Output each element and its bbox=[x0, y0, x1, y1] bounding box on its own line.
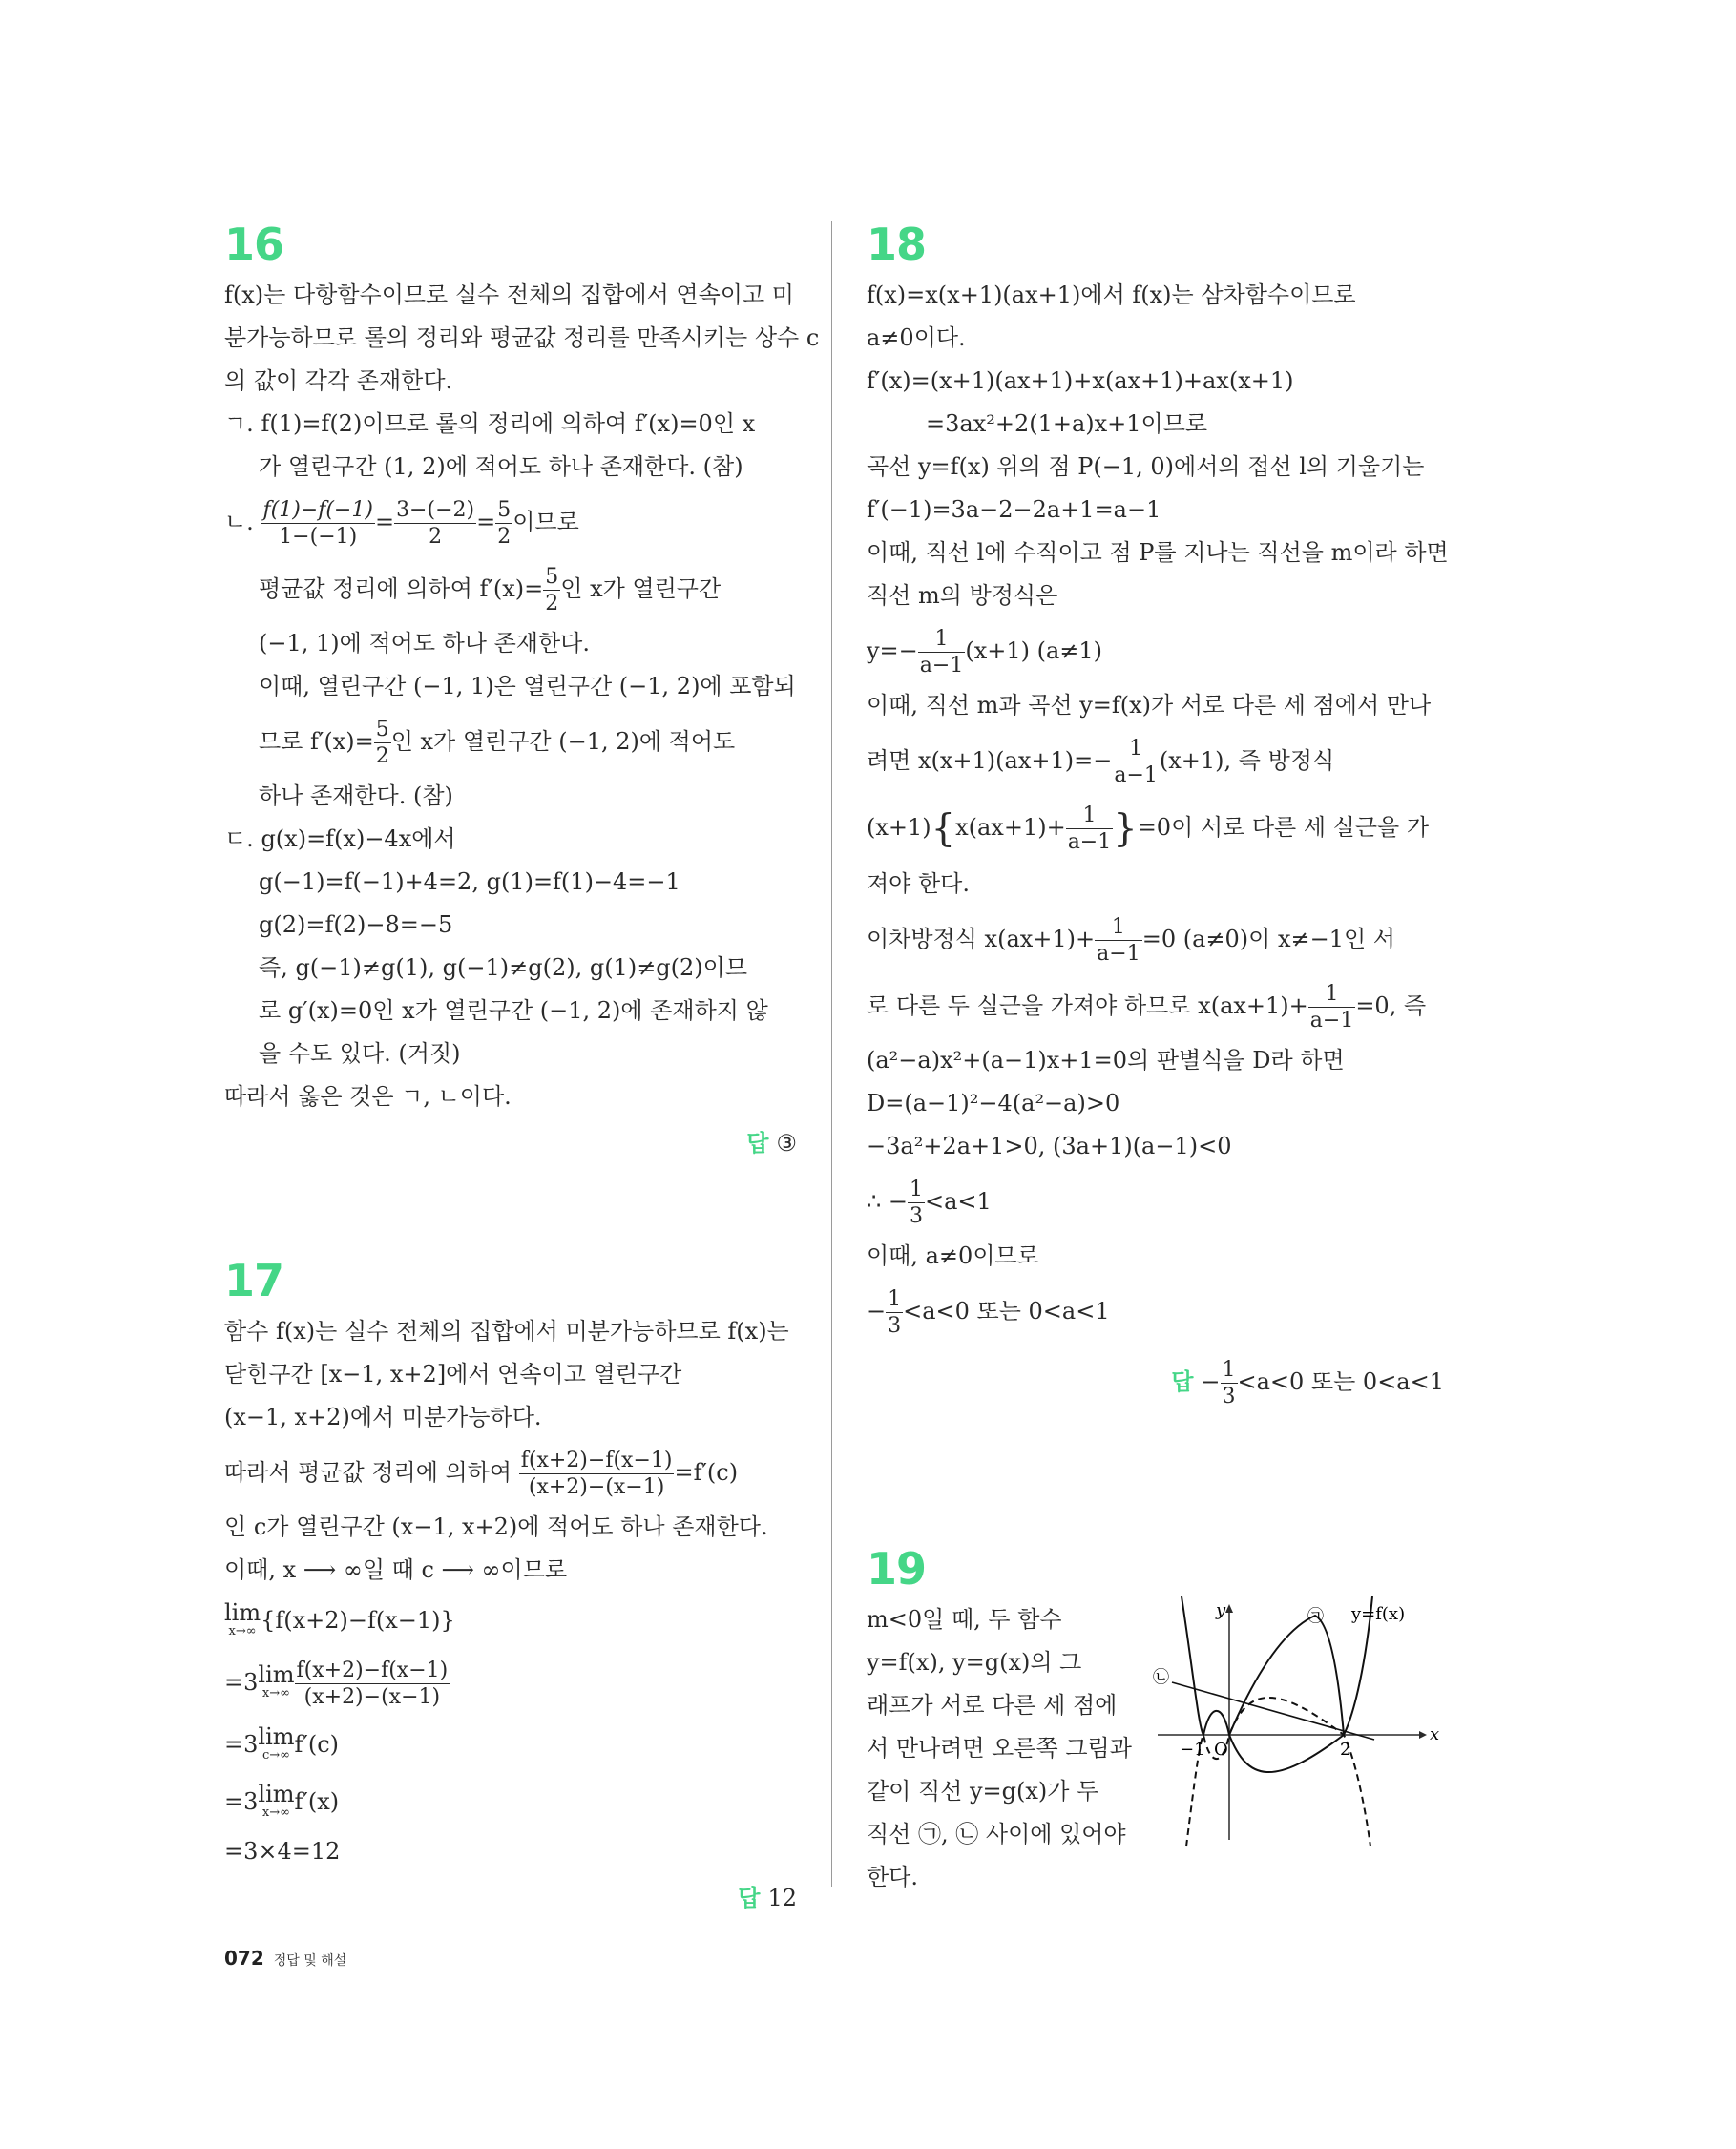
text-line: f(x)=x(x+1)(ax+1)에서 f(x)는 삼차함수이므로 bbox=[867, 282, 1356, 308]
text-line: 곡선 y=f(x) 위의 점 P(−1, 0)에서의 접선 l의 기울기는 bbox=[867, 453, 1425, 480]
text-line: 이때, 직선 l에 수직이고 점 P를 지나는 직선을 m이라 하면 bbox=[867, 539, 1449, 566]
text-line: −3a²+2a+1>0, (3a+1)(a−1)<0 bbox=[867, 1132, 1232, 1159]
x-axis-label: x bbox=[1430, 1723, 1440, 1744]
function-graph bbox=[1153, 1596, 1444, 1849]
problem-number: 19 bbox=[867, 1542, 927, 1595]
text-line: 이때, x ⟶ ∞일 때 c ⟶ ∞이므로 bbox=[224, 1556, 568, 1583]
text-line: 이때, 열린구간 (−1, 1)은 열린구간 (−1, 2)에 포함되 bbox=[259, 673, 796, 699]
text-line: D=(a−1)²−4(a²−a)>0 bbox=[867, 1089, 1120, 1116]
origin-label: O bbox=[1214, 1739, 1228, 1760]
text-line: 의 값이 각각 존재한다. bbox=[224, 367, 453, 394]
text-line: 가 열린구간 (1, 2)에 적어도 하나 존재한다. (참) bbox=[259, 453, 743, 480]
equation-line: ㄴ. $\frac{f(1)-f(-1)}{1-(-1)}$ = $\frac{3-(-2)}{2}$ = $\frac{5}{2}$ 이므로 bbox=[224, 498, 579, 549]
x-axis-arrow bbox=[1419, 1731, 1427, 1739]
text-line: 분가능하므로 롤의 정리와 평균값 정리를 만족시키는 상수 c bbox=[224, 324, 820, 351]
problem-16 bbox=[224, 215, 820, 1165]
text-line: ㄱ. f(1)=f(2)이므로 롤의 정리에 의하여 f′(x)=0인 x bbox=[224, 410, 756, 437]
limit-operator: lim x→∞ bbox=[258, 1780, 295, 1820]
label-b: ㉡ bbox=[1153, 1667, 1169, 1687]
curve-label: y=f(x) bbox=[1351, 1603, 1406, 1624]
problem-number: 18 bbox=[867, 219, 927, 270]
problem-19-text bbox=[867, 1598, 1132, 1899]
right-column bbox=[867, 215, 1449, 1899]
equation-line: 로 다른 두 실근을 가져야 하므로 x(ax+1)+ $\frac{1}{a-1}$ =0, 즉 bbox=[867, 981, 1427, 1033]
text-line: a≠0이다. bbox=[867, 324, 966, 351]
text-line: 하나 존재한다. (참) bbox=[259, 782, 453, 809]
text-line: 이때, 직선 m과 곡선 y=f(x)가 서로 다른 세 점에서 만나 bbox=[867, 692, 1432, 719]
equation-line: 평균값 정리에 의하여 f′(x)= $\frac{5}{2}$ 인 x가 열린구간 bbox=[259, 565, 722, 615]
page-footer bbox=[224, 1947, 346, 1970]
fraction: $\frac{f(1)-f(-1)}{1-(-1)}$ bbox=[262, 498, 373, 549]
answer-line: 답 − $\frac{1}{3}$ <a<0 또는 0<a<1 bbox=[1171, 1357, 1444, 1408]
text-line: =3×4=12 bbox=[224, 1838, 341, 1865]
problem-17 bbox=[224, 1251, 797, 1920]
equation-line: (x+1){x(ax+1)+ $\frac{1}{a-1}$ }=0이 서로 다른 세 실근을 가 bbox=[867, 803, 1430, 854]
text-line: 한다. bbox=[867, 1863, 918, 1890]
problem-18 bbox=[867, 215, 1449, 1415]
fraction: $\frac{1}{a-1}$ bbox=[1097, 914, 1140, 966]
equation-line: 므로 f′(x)= $\frac{5}{2}$ 인 x가 열린구간 (−1, 2)에 적어도 bbox=[259, 718, 736, 768]
page-number: 072 bbox=[224, 1947, 264, 1970]
equation-line: 이차방정식 x(ax+1)+ $\frac{1}{a-1}$ =0 (a≠0)이 x≠−1인 서 bbox=[867, 914, 1395, 966]
equation-line: y=− $\frac{1}{a-1}$ (x+1) (a≠1) bbox=[867, 627, 1103, 678]
label-a: ㉠ bbox=[1307, 1606, 1324, 1626]
text-line: 을 수도 있다. (거짓) bbox=[259, 1040, 461, 1067]
limit-operator: lim c→∞ bbox=[258, 1722, 295, 1763]
text-line: =3ax²+2(1+a)x+1이므로 bbox=[926, 410, 1208, 437]
text-line: 이때, a≠0이므로 bbox=[867, 1241, 1039, 1269]
equation-line: ∴ − $\frac{1}{3}$ <a<1 bbox=[867, 1177, 992, 1228]
text-line: 서 만나려면 오른쪽 그림과 bbox=[867, 1734, 1132, 1762]
text-line: 닫힌구간 [x−1, x+2]에서 연속이고 열린구간 bbox=[224, 1361, 682, 1387]
fraction: $\frac{1}{a-1}$ bbox=[919, 627, 964, 678]
text-line: (−1, 1)에 적어도 하나 존재한다. bbox=[259, 630, 590, 657]
equation-line: − $\frac{1}{3}$ <a<0 또는 0<a<1 bbox=[867, 1286, 1110, 1338]
fraction: $\frac{1}{3}$ bbox=[888, 1286, 902, 1338]
answer-label: 답 bbox=[738, 1885, 761, 1911]
equation-line: 따라서 평균값 정리에 의하여 $\frac{f(x+2)-f(x-1)}{(x+2)-(x-1)}$ =f′(c) bbox=[224, 1449, 739, 1499]
text-line: 직선 ㉠, ㉡ 사이에 있어야 bbox=[867, 1820, 1126, 1847]
line-a bbox=[1229, 1616, 1344, 1735]
fraction: $\frac{f(x+2)-f(x-1)}{(x+2)-(x-1)}$ bbox=[520, 1449, 673, 1499]
text-line: g(2)=f(2)−8=−5 bbox=[259, 911, 453, 938]
limit-operator: lim x→∞ bbox=[258, 1660, 295, 1700]
text-line: 즉, g(−1)≠g(1), g(−1)≠g(2), g(1)≠g(2)이므 bbox=[259, 954, 748, 981]
text-line: f′(x)=(x+1)(ax+1)+x(ax+1)+ax(x+1) bbox=[867, 367, 1294, 394]
text-line: 래프가 서로 다른 세 점에 bbox=[867, 1691, 1118, 1719]
fraction: $\frac{1}{a-1}$ bbox=[1309, 981, 1354, 1033]
text-line: (a²−a)x²+(a−1)x+1=0의 판별식을 D라 하면 bbox=[867, 1046, 1345, 1074]
answer-line bbox=[224, 1122, 797, 1165]
answer-value: 12 bbox=[767, 1885, 797, 1911]
problem-number: 16 bbox=[224, 219, 284, 270]
text-line: 인 c가 열린구간 (x−1, x+2)에 적어도 하나 존재한다. bbox=[224, 1513, 768, 1540]
limit-line: =3 lim c→∞ f′(c) bbox=[224, 1716, 797, 1773]
answer-label: 답 bbox=[1171, 1367, 1194, 1395]
text-line: 져야 한다. bbox=[867, 869, 970, 897]
limit-line: =3 lim x→∞ $\frac{f(x+2)-f(x-1)}{(x+2)-(x-1)}$ bbox=[224, 1659, 449, 1709]
problem-19 bbox=[867, 1539, 1444, 1899]
text-line: 같이 직선 y=g(x)가 두 bbox=[867, 1777, 1099, 1805]
text-line: 로 g′(x)=0인 x가 열린구간 (−1, 2)에 존재하지 않 bbox=[259, 997, 768, 1024]
text-line: m<0일 때, 두 함수 bbox=[867, 1605, 1062, 1633]
footer-title: 정답 및 해설 bbox=[273, 1953, 347, 1969]
equation-line: 려면 x(x+1)(ax+1)=− $\frac{1}{a-1}$ (x+1), 즉 방정식 bbox=[867, 737, 1335, 787]
text-line: y=f(x), y=g(x)의 그 bbox=[867, 1648, 1082, 1676]
fraction: $\frac{5}{2}$ bbox=[497, 498, 512, 549]
tick-label-neg1: −1 bbox=[1180, 1739, 1205, 1760]
answer-label: 답 bbox=[746, 1130, 769, 1157]
fraction: $\frac{1}{a-1}$ bbox=[1067, 803, 1112, 854]
y-axis-label: y bbox=[1216, 1599, 1226, 1620]
text-line: (x−1, x+2)에서 미분가능하다. bbox=[224, 1404, 542, 1430]
limit-line: lim x→∞ {f(x+2)−f(x−1)} bbox=[224, 1592, 797, 1649]
text-line: ㄷ. g(x)=f(x)−4x에서 bbox=[224, 825, 456, 852]
answer-line bbox=[224, 1877, 797, 1920]
text-line: 함수 f(x)는 실수 전체의 집합에서 미분가능하므로 f(x)는 bbox=[224, 1318, 789, 1345]
fraction: $\frac{3-(-2)}{2}$ bbox=[396, 498, 475, 549]
fraction: $\frac{5}{2}$ bbox=[375, 718, 389, 768]
problem-number: 17 bbox=[224, 1255, 284, 1306]
fraction: $\frac{5}{2}$ bbox=[545, 565, 559, 615]
text-line: f′(−1)=3a−2−2a+1=a−1 bbox=[867, 496, 1161, 523]
text-line: g(−1)=f(−1)+4=2, g(1)=f(1)−4=−1 bbox=[259, 868, 680, 895]
left-column bbox=[224, 215, 820, 1920]
fraction: $\frac{1}{3}$ bbox=[1222, 1357, 1236, 1408]
fraction: $\frac{1}{a-1}$ bbox=[1114, 737, 1158, 787]
answer-value: ③ bbox=[776, 1130, 797, 1157]
fraction: $\frac{f(x+2)-f(x-1)}{(x+2)-(x-1)}$ bbox=[296, 1659, 449, 1709]
conclusion-line: 따라서 옳은 것은 ㄱ, ㄴ이다. bbox=[224, 1083, 512, 1110]
column-divider bbox=[831, 221, 832, 1887]
limit-line: =3 lim x→∞ f′(x) bbox=[224, 1773, 797, 1830]
text-line: 직선 m의 방정식은 bbox=[867, 582, 1058, 609]
text-line: f(x)는 다항함수이므로 실수 전체의 집합에서 연속이고 미 bbox=[224, 282, 794, 308]
y-axis-arrow bbox=[1225, 1604, 1233, 1613]
tick-label-2: 2 bbox=[1340, 1739, 1351, 1760]
fraction: $\frac{1}{3}$ bbox=[910, 1177, 924, 1228]
limit-operator: lim x→∞ bbox=[224, 1598, 261, 1638]
